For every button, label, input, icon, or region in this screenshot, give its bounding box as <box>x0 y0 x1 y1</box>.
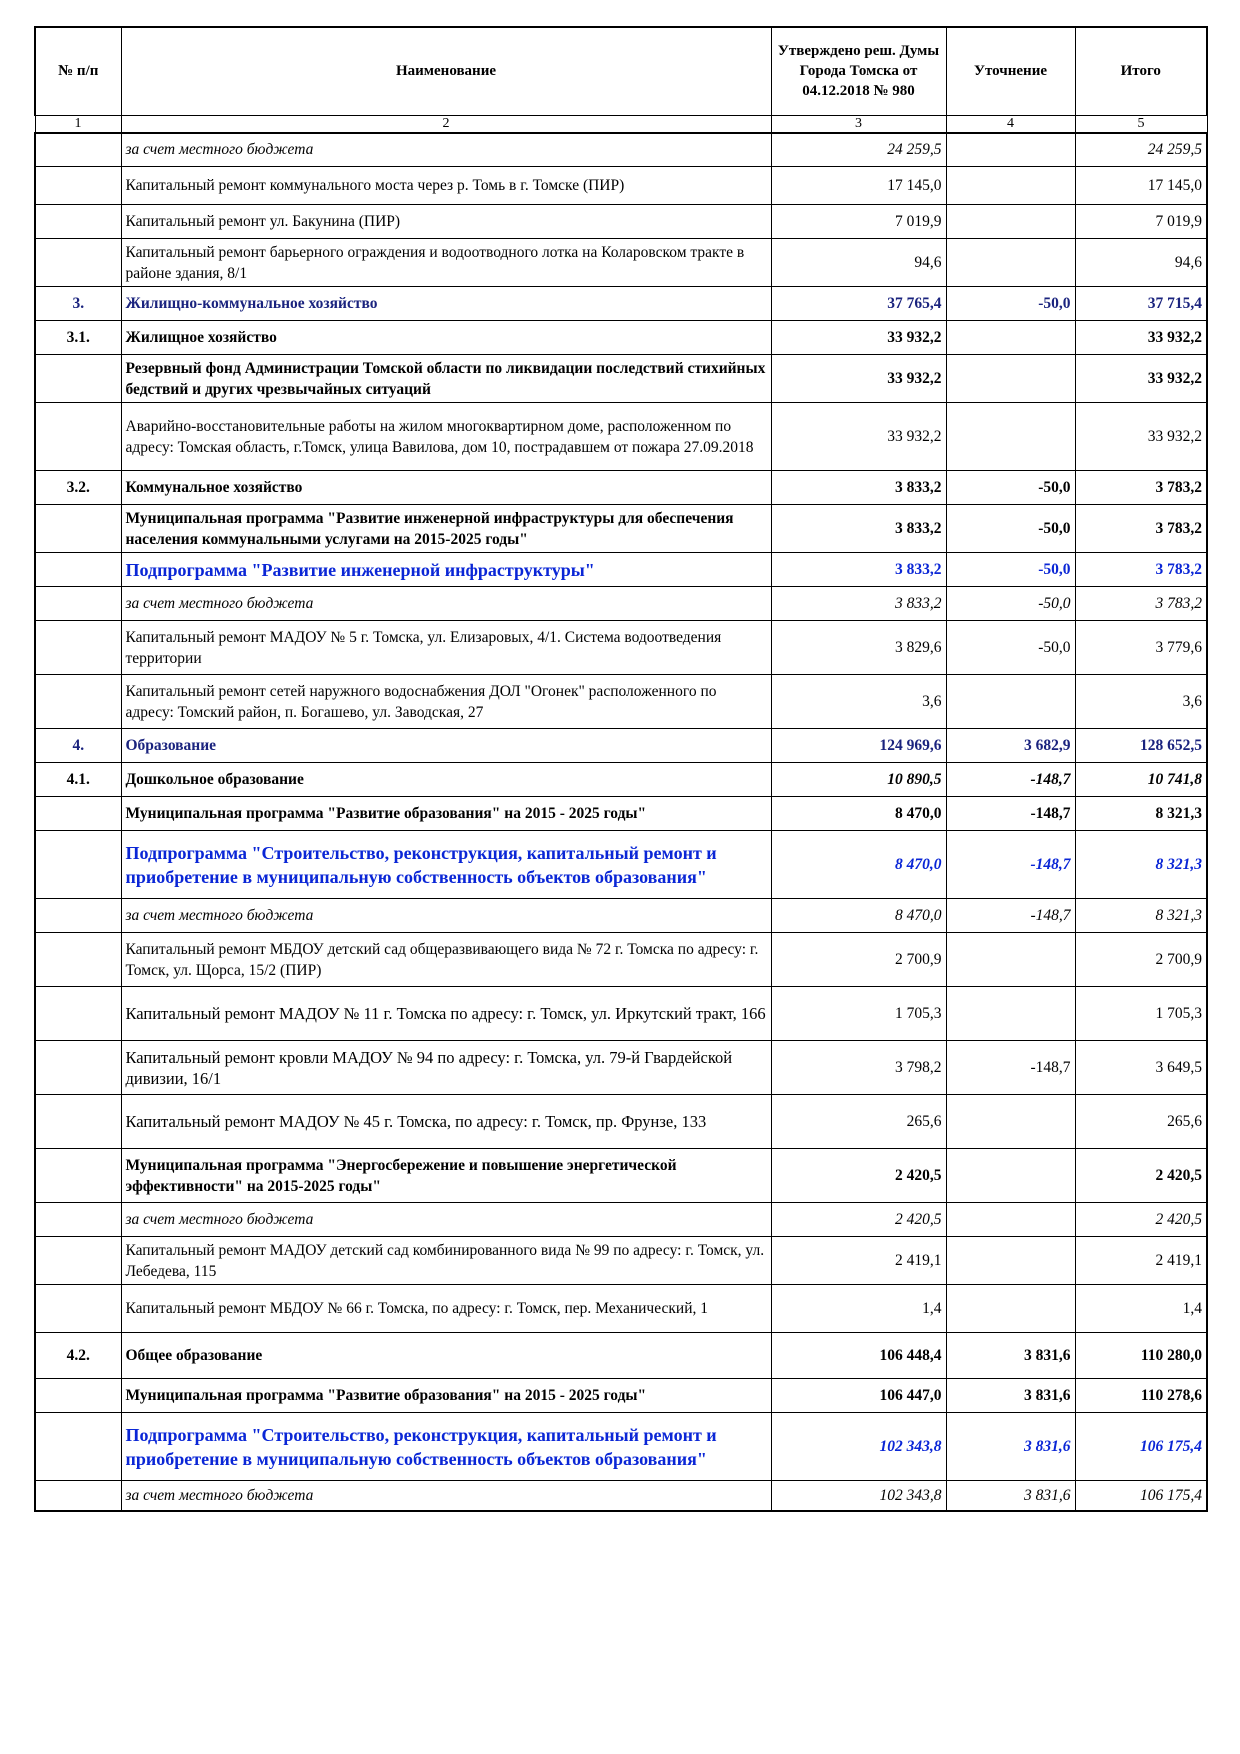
table-row <box>35 899 1207 933</box>
row-approved: 17 145,0 <box>771 167 946 205</box>
row-change <box>946 675 1075 729</box>
row-change <box>946 133 1075 167</box>
row-change <box>946 1285 1075 1333</box>
row-number <box>35 553 121 587</box>
row-approved: 3 833,2 <box>771 553 946 587</box>
row-total: 110 278,6 <box>1075 1379 1207 1413</box>
header-change: Уточнение <box>946 27 1075 115</box>
row-approved: 1,4 <box>771 1285 946 1333</box>
row-change: 3 831,6 <box>946 1333 1075 1379</box>
row-number <box>35 587 121 621</box>
row-total: 8 321,3 <box>1075 899 1207 933</box>
row-number <box>35 205 121 239</box>
row-name: Капитальный ремонт сетей наружного водоснабжения ДОЛ "Огонек" расположенного по адресу: Томский район, п. Богашево, ул. Заводская, 27 <box>121 675 771 729</box>
row-name: Капитальный ремонт МБДОУ № 66 г. Томска, по адресу: г. Томск, пер. Механический, 1 <box>121 1285 771 1333</box>
row-total: 2 700,9 <box>1075 933 1207 987</box>
row-total: 2 419,1 <box>1075 1237 1207 1285</box>
row-total: 33 932,2 <box>1075 403 1207 471</box>
row-total: 1 705,3 <box>1075 987 1207 1041</box>
header-number: № п/п <box>35 27 121 115</box>
row-name: Капитальный ремонт барьерного ограждения и водоотводного лотка на Коларовском тракте в районе здания, 8/1 <box>121 239 771 287</box>
row-approved: 265,6 <box>771 1095 946 1149</box>
row-name: Капитальный ремонт ул. Бакунина (ПИР) <box>121 205 771 239</box>
row-total: 3 779,6 <box>1075 621 1207 675</box>
row-name: за счет местного бюджета <box>121 133 771 167</box>
row-number <box>35 675 121 729</box>
table-row <box>35 1041 1207 1095</box>
row-total: 8 321,3 <box>1075 797 1207 831</box>
row-number <box>35 355 121 403</box>
row-approved: 124 969,6 <box>771 729 946 763</box>
row-name: Коммунальное хозяйство <box>121 471 771 505</box>
header-total: Итого <box>1075 27 1207 115</box>
row-approved: 3,6 <box>771 675 946 729</box>
row-number <box>35 505 121 553</box>
row-total: 94,6 <box>1075 239 1207 287</box>
table-row <box>35 505 1207 553</box>
row-number <box>35 1285 121 1333</box>
row-name: за счет местного бюджета <box>121 1203 771 1237</box>
row-change: 3 831,6 <box>946 1379 1075 1413</box>
row-change: -50,0 <box>946 621 1075 675</box>
table-row <box>35 471 1207 505</box>
row-number <box>35 899 121 933</box>
header-approved: Утверждено реш. Думы Города Томска от 04.12.2018 № 980 <box>771 27 946 115</box>
row-number <box>35 797 121 831</box>
row-approved: 2 700,9 <box>771 933 946 987</box>
row-number <box>35 1481 121 1511</box>
row-name: Подпрограмма "Строительство, реконструкция, капитальный ремонт и приобретение в муниципальную собственность объектов образования" <box>121 831 771 899</box>
row-total: 2 420,5 <box>1075 1203 1207 1237</box>
row-name: Дошкольное образование <box>121 763 771 797</box>
row-approved: 2 419,1 <box>771 1237 946 1285</box>
table-row <box>35 1285 1207 1333</box>
row-number <box>35 1149 121 1203</box>
row-total: 1,4 <box>1075 1285 1207 1333</box>
row-approved: 3 798,2 <box>771 1041 946 1095</box>
row-number: 4.1. <box>35 763 121 797</box>
row-number: 3.1. <box>35 321 121 355</box>
row-approved: 102 343,8 <box>771 1481 946 1511</box>
table-row <box>35 987 1207 1041</box>
row-name: Капитальный ремонт кровли МАДОУ № 94 по адресу: г. Томска, ул. 79-й Гвардейской дивизии, 16/1 <box>121 1041 771 1095</box>
row-total: 33 932,2 <box>1075 355 1207 403</box>
row-name: за счет местного бюджета <box>121 1481 771 1511</box>
table-row <box>35 1095 1207 1149</box>
row-change <box>946 403 1075 471</box>
row-total: 2 420,5 <box>1075 1149 1207 1203</box>
row-name: Общее образование <box>121 1333 771 1379</box>
row-number <box>35 167 121 205</box>
row-change: 3 831,6 <box>946 1413 1075 1481</box>
row-number: 3. <box>35 287 121 321</box>
table-row <box>35 287 1207 321</box>
row-name: Аварийно-восстановительные работы на жилом многоквартирном доме, расположенном по адресу: Томская область, г.Томск, улица Вавилова, дом 10, пострадавшем от пожара 27.09.2018 <box>121 403 771 471</box>
row-total: 110 280,0 <box>1075 1333 1207 1379</box>
column-number-3: 3 <box>771 115 946 133</box>
row-name: Подпрограмма "Развитие инженерной инфраструктуры" <box>121 553 771 587</box>
table-row <box>35 239 1207 287</box>
row-number <box>35 1203 121 1237</box>
row-number <box>35 933 121 987</box>
table-row <box>35 321 1207 355</box>
row-approved: 1 705,3 <box>771 987 946 1041</box>
row-name: Капитальный ремонт МАДОУ № 5 г. Томска, ул. Елизаровых, 4/1. Система водоотведения территории <box>121 621 771 675</box>
table-row <box>35 1203 1207 1237</box>
header-name: Наименование <box>121 27 771 115</box>
row-change <box>946 1203 1075 1237</box>
column-number-1: 1 <box>35 115 121 133</box>
table-body <box>35 133 1207 1511</box>
table-row <box>35 133 1207 167</box>
row-name: Образование <box>121 729 771 763</box>
column-number-5: 5 <box>1075 115 1207 133</box>
row-change: -50,0 <box>946 287 1075 321</box>
row-total: 7 019,9 <box>1075 205 1207 239</box>
row-approved: 33 932,2 <box>771 321 946 355</box>
row-change <box>946 987 1075 1041</box>
table-row <box>35 205 1207 239</box>
row-number <box>35 621 121 675</box>
row-change: -148,7 <box>946 1041 1075 1095</box>
row-change <box>946 1095 1075 1149</box>
row-change: -148,7 <box>946 899 1075 933</box>
row-name: Капитальный ремонт МАДОУ № 45 г. Томска, по адресу: г. Томск, пр. Фрунзе, 133 <box>121 1095 771 1149</box>
row-total: 128 652,5 <box>1075 729 1207 763</box>
row-approved: 7 019,9 <box>771 205 946 239</box>
row-change: 3 831,6 <box>946 1481 1075 1511</box>
row-change: 3 682,9 <box>946 729 1075 763</box>
row-approved: 10 890,5 <box>771 763 946 797</box>
row-total: 106 175,4 <box>1075 1481 1207 1511</box>
table-row <box>35 1379 1207 1413</box>
row-name: Муниципальная программа "Развитие образования" на 2015 - 2025 годы" <box>121 1379 771 1413</box>
row-name: Муниципальная программа "Развитие инженерной инфраструктуры для обеспечения населения коммунальными услугами на 2015-2025 годы" <box>121 505 771 553</box>
row-approved: 8 470,0 <box>771 899 946 933</box>
row-total: 265,6 <box>1075 1095 1207 1149</box>
row-change: -50,0 <box>946 553 1075 587</box>
row-number <box>35 403 121 471</box>
row-approved: 94,6 <box>771 239 946 287</box>
row-name: Капитальный ремонт МАДОУ № 11 г. Томска по адресу: г. Томск, ул. Иркутский тракт, 166 <box>121 987 771 1041</box>
row-approved: 3 833,2 <box>771 587 946 621</box>
row-approved: 8 470,0 <box>771 831 946 899</box>
row-approved: 2 420,5 <box>771 1203 946 1237</box>
column-number-2: 2 <box>121 115 771 133</box>
row-change <box>946 205 1075 239</box>
row-number <box>35 987 121 1041</box>
row-approved: 33 932,2 <box>771 355 946 403</box>
row-name: Жилищное хозяйство <box>121 321 771 355</box>
row-total: 37 715,4 <box>1075 287 1207 321</box>
row-change: -50,0 <box>946 505 1075 553</box>
row-change <box>946 1237 1075 1285</box>
row-name: Капитальный ремонт МБДОУ детский сад общеразвивающего вида № 72 г. Томска по адресу: г. Томск, ул. Щорса, 15/2 (ПИР) <box>121 933 771 987</box>
row-number <box>35 133 121 167</box>
row-name: за счет местного бюджета <box>121 587 771 621</box>
row-number <box>35 239 121 287</box>
row-approved: 102 343,8 <box>771 1413 946 1481</box>
row-change: -148,7 <box>946 763 1075 797</box>
row-name: Капитальный ремонт коммунального моста через р. Томь в г. Томске (ПИР) <box>121 167 771 205</box>
row-name: Муниципальная программа "Развитие образования" на 2015 - 2025 годы" <box>121 797 771 831</box>
row-change: -50,0 <box>946 471 1075 505</box>
row-approved: 24 259,5 <box>771 133 946 167</box>
row-change <box>946 167 1075 205</box>
column-number-4: 4 <box>946 115 1075 133</box>
row-total: 3 783,2 <box>1075 505 1207 553</box>
row-change <box>946 321 1075 355</box>
table-row <box>35 167 1207 205</box>
row-number <box>35 1095 121 1149</box>
row-number <box>35 1237 121 1285</box>
table-row <box>35 1333 1207 1379</box>
row-number <box>35 1379 121 1413</box>
table-row <box>35 1149 1207 1203</box>
row-approved: 2 420,5 <box>771 1149 946 1203</box>
row-total: 8 321,3 <box>1075 831 1207 899</box>
table-row <box>35 763 1207 797</box>
budget-table <box>34 26 1208 1512</box>
row-approved: 3 833,2 <box>771 505 946 553</box>
row-number <box>35 831 121 899</box>
row-name: Капитальный ремонт МАДОУ детский сад комбинированного вида № 99 по адресу: г. Томск, ул. Лебедева, 115 <box>121 1237 771 1285</box>
row-number: 4.2. <box>35 1333 121 1379</box>
row-approved: 37 765,4 <box>771 287 946 321</box>
row-change: -148,7 <box>946 797 1075 831</box>
table-row <box>35 355 1207 403</box>
table-row <box>35 1237 1207 1285</box>
row-number: 3.2. <box>35 471 121 505</box>
row-change <box>946 355 1075 403</box>
row-total: 3,6 <box>1075 675 1207 729</box>
row-total: 10 741,8 <box>1075 763 1207 797</box>
row-name: Муниципальная программа "Энергосбережение и повышение энергетической эффективности" на 2015-2025 годы" <box>121 1149 771 1203</box>
table-row <box>35 729 1207 763</box>
row-change <box>946 239 1075 287</box>
row-total: 33 932,2 <box>1075 321 1207 355</box>
row-total: 3 783,2 <box>1075 587 1207 621</box>
row-number <box>35 1041 121 1095</box>
table-row <box>35 587 1207 621</box>
table-row <box>35 403 1207 471</box>
row-approved: 106 448,4 <box>771 1333 946 1379</box>
table-row <box>35 621 1207 675</box>
row-change <box>946 1149 1075 1203</box>
row-total: 3 783,2 <box>1075 471 1207 505</box>
row-approved: 33 932,2 <box>771 403 946 471</box>
table-row <box>35 933 1207 987</box>
table-row <box>35 831 1207 899</box>
table-row <box>35 1413 1207 1481</box>
row-total: 24 259,5 <box>1075 133 1207 167</box>
row-name: Резервный фонд Администрации Томской области по ликвидации последствий стихийных бедствий и других чрезвычайных ситуаций <box>121 355 771 403</box>
table-row <box>35 797 1207 831</box>
row-name: Жилищно-коммунальное хозяйство <box>121 287 771 321</box>
row-approved: 3 833,2 <box>771 471 946 505</box>
row-change <box>946 933 1075 987</box>
row-change: -50,0 <box>946 587 1075 621</box>
row-name: Подпрограмма "Строительство, реконструкция, капитальный ремонт и приобретение в муниципальную собственность объектов образования" <box>121 1413 771 1481</box>
row-number <box>35 1413 121 1481</box>
table-row <box>35 1481 1207 1511</box>
table-row <box>35 553 1207 587</box>
row-approved: 8 470,0 <box>771 797 946 831</box>
row-change: -148,7 <box>946 831 1075 899</box>
row-total: 17 145,0 <box>1075 167 1207 205</box>
row-number: 4. <box>35 729 121 763</box>
row-total: 106 175,4 <box>1075 1413 1207 1481</box>
row-approved: 3 829,6 <box>771 621 946 675</box>
table-row <box>35 675 1207 729</box>
row-total: 3 783,2 <box>1075 553 1207 587</box>
row-total: 3 649,5 <box>1075 1041 1207 1095</box>
row-approved: 106 447,0 <box>771 1379 946 1413</box>
row-name: за счет местного бюджета <box>121 899 771 933</box>
